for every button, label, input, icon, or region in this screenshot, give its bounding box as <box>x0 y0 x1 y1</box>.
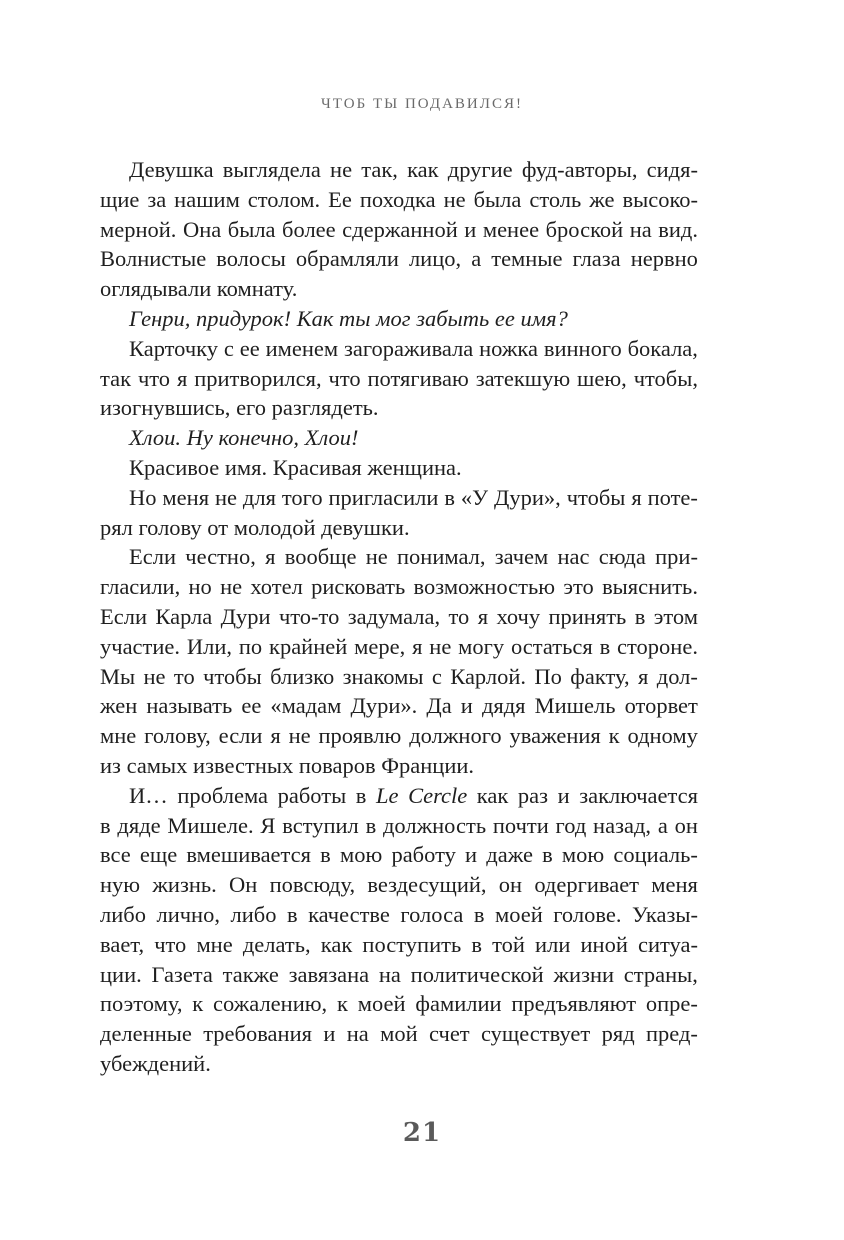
text-line: гласили, но не хотел рисковать возможностью это выяснить. <box>100 574 698 600</box>
text-line: все еще вмешивается в мою работу и даже в мою социаль- <box>100 842 698 868</box>
text-line: вает, что мне делать, как поступить в той или иной ситуа- <box>100 931 698 957</box>
text-line: Красивое имя. Красивая женщина. <box>129 454 462 480</box>
text-line: щие за нашим столом. Ее походка не была столь же высоко- <box>100 186 698 212</box>
text-line: И… проблема работы в Le Cercle как раз и заключается <box>129 782 698 808</box>
text-line: из самых известных поваров Франции. <box>100 752 475 778</box>
text-line: мерной. Она была более сдержанной и менее броской на вид. <box>100 216 698 242</box>
page-number: 21 <box>402 1118 442 1148</box>
paragraph <box>100 423 698 453</box>
text-line: так что я притворился, что потягиваю затекшую шею, чтобы, <box>100 365 698 391</box>
text-line: участие. Или, по крайней мере, я не могу остаться в стороне. <box>100 633 698 659</box>
text-line: либо лично, либо в качестве голоса в моей голове. Указы- <box>100 901 698 927</box>
text-line: Мы не то чтобы близко знакомы с Карлой. По факту, я дол- <box>100 663 698 689</box>
text-line: Хлои. Ну конечно, Хлои! <box>129 425 359 451</box>
text-line: Девушка выглядела не так, как другие фуд-авторы, сидя- <box>129 157 698 182</box>
text-line: рял голову от молодой девушки. <box>100 514 410 540</box>
running-head: ЧТОБ ТЫ ПОДАВИЛСЯ! <box>321 96 523 112</box>
paragraph <box>100 304 698 334</box>
text-line: Карточку с ее именем загораживала ножка винного бокала, <box>129 335 698 361</box>
text-line: Генри, придурок! Как ты мог забыть ее имя? <box>129 305 568 331</box>
paragraph <box>100 483 698 543</box>
body-text <box>100 155 698 1079</box>
text-line: ную жизнь. Он повсюду, вездесущий, он одергивает меня <box>100 872 698 898</box>
text-line: изогнувшись, его разглядеть. <box>100 395 379 421</box>
text-line: убеждений. <box>100 1050 211 1076</box>
text-line: мне голову, если я не проявлю должного уважения к одному <box>100 723 698 749</box>
text-line: жен называть ее «мадам Дури». Да и дядя Мишель оторвет <box>100 693 698 719</box>
paragraph <box>100 155 698 304</box>
paragraph <box>100 781 698 1079</box>
text-line: Но меня не для того пригласили в «У Дури», чтобы я поте- <box>129 484 698 510</box>
paragraph <box>100 453 698 483</box>
text-line: в дяде Мишеле. Я вступил в должность почти год назад, а он <box>100 812 698 838</box>
text-line: поэтому, к сожалению, к моей фамилии предъявляют опре- <box>100 991 698 1017</box>
paragraph <box>100 334 698 423</box>
text-line: оглядывали комнату. <box>100 276 298 302</box>
text-line: деленные требования и на мой счет существует ряд пред- <box>100 1021 698 1047</box>
text-line: Если честно, я вообще не понимал, зачем нас сюда при- <box>129 544 698 570</box>
paragraph <box>100 542 698 780</box>
text-line: Волнистые волосы обрамляли лицо, а темные глаза нервно <box>100 246 698 272</box>
text-line: Если Карла Дури что-то задумала, то я хочу принять в этом <box>100 603 698 629</box>
text-line: ции. Газета также завязана на политической жизни страны, <box>100 961 698 987</box>
